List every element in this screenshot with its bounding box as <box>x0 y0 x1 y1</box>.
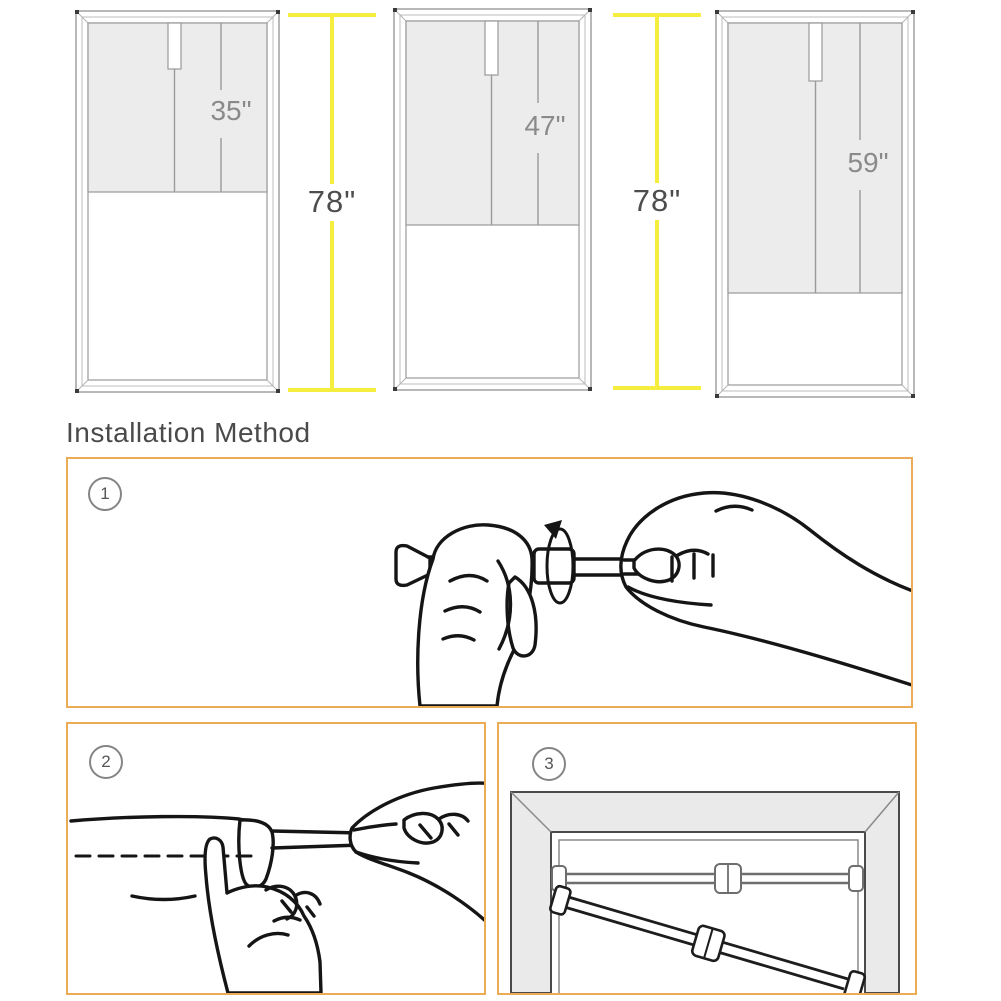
dimension-segment <box>330 221 334 388</box>
curtain-length-label: 47" <box>524 110 566 141</box>
door-frame-diagram-3 <box>715 10 915 398</box>
rod-pocket-slit <box>168 23 181 69</box>
horizontal-tension-rod <box>552 864 863 893</box>
installation-method-heading: Installation Method <box>66 417 311 448</box>
rod-collar <box>534 549 574 583</box>
door-frame-diagram-2 <box>393 8 592 391</box>
rod-pocket-slit <box>485 21 498 75</box>
installation-step-2-panel <box>66 722 486 995</box>
rod-finial <box>396 546 430 586</box>
rod-end-cap <box>849 866 863 891</box>
right-hand <box>621 493 911 687</box>
rod-pocket-slit <box>809 23 822 81</box>
insert-rod-into-pocket-illustration <box>68 724 484 993</box>
installation-step-3-panel <box>497 722 917 995</box>
height-dimension-label: 78" <box>307 184 357 220</box>
dimension-cap <box>288 388 376 392</box>
step-3-number-badge: 3 <box>532 747 566 781</box>
dimension-segment <box>655 220 659 386</box>
dimension-cap <box>613 386 701 390</box>
tension-rod <box>272 831 361 848</box>
dimension-segment <box>655 17 659 183</box>
diagonal-tension-rod <box>549 885 865 993</box>
curtain-length-label: 59" <box>847 147 889 178</box>
installation-step-1-panel <box>66 457 913 708</box>
height-dimension-line <box>288 13 376 392</box>
step-1-number-badge: 1 <box>88 477 122 511</box>
twist-rod-illustration <box>68 459 911 706</box>
door-frame-diagram-1 <box>75 10 280 393</box>
rod-end-cap <box>844 970 866 993</box>
curtain-length-label: 35" <box>210 95 252 126</box>
height-dimension-label: 78" <box>632 183 682 219</box>
height-dimension-line <box>613 13 701 390</box>
step-2-number-badge: 2 <box>89 745 123 779</box>
right-hand <box>350 783 484 926</box>
left-hand <box>418 525 536 706</box>
dimension-segment <box>330 17 334 184</box>
